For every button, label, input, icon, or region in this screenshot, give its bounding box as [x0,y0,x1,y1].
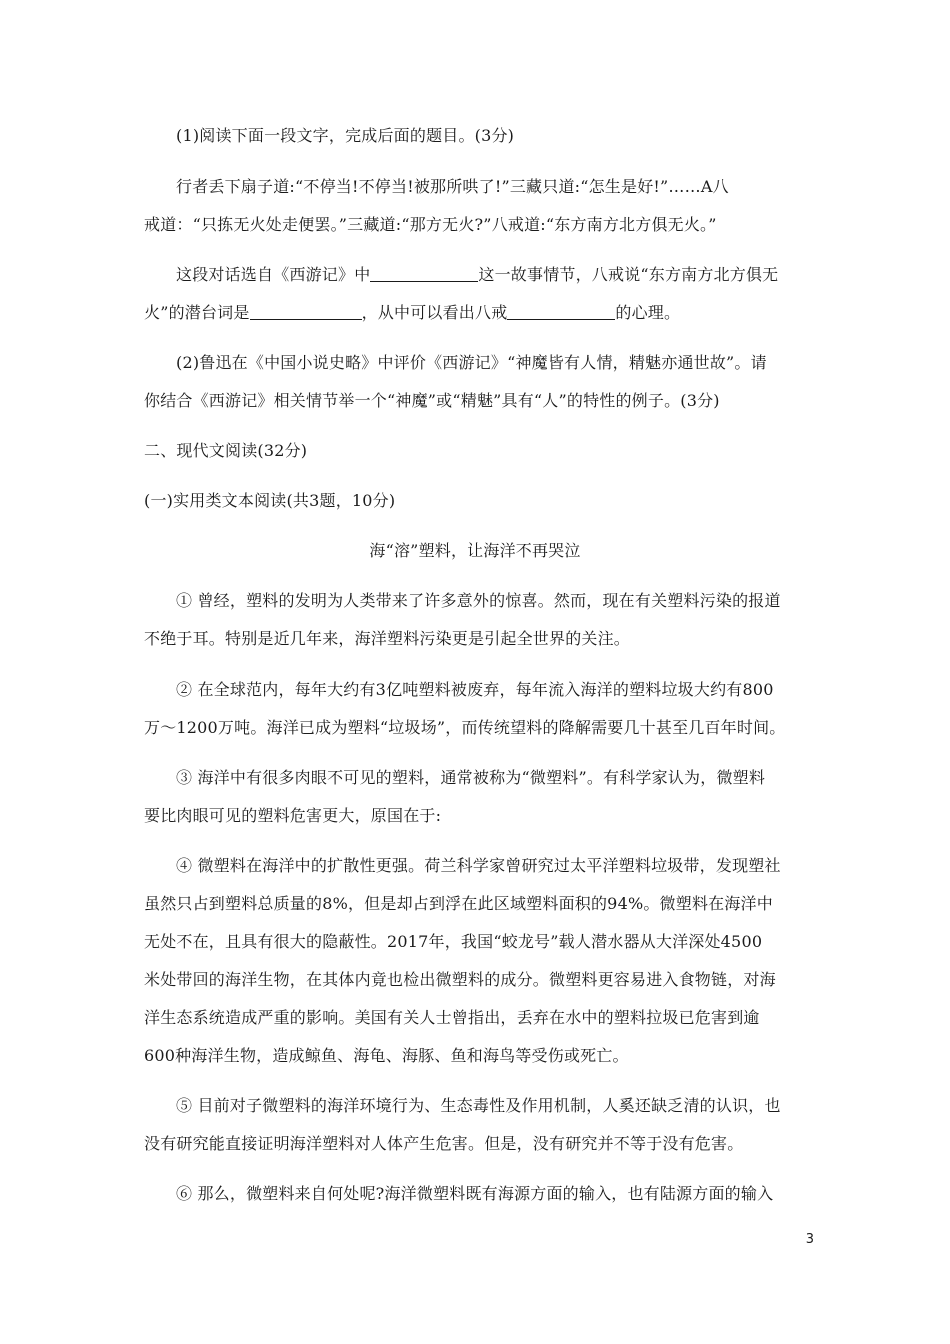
section-heading: 二、现代文阅读(32分) [144,441,308,460]
paragraph-line: ④ 微塑料在海洋中的扩散性更强。荷兰科学家曾研究过太平洋塑料垃圾带，发现塑社 [176,856,781,875]
paragraph-line: ① 曾经，塑料的发明为人类带来了许多意外的惊喜。然而，现在有关塑料污染的报道 [176,591,781,610]
fill-text: 这一故事情节，八戒说“东方南方北方俱无 [478,265,779,284]
fill-text: ，从中可以看出八戒 [361,303,508,322]
answer-blank[interactable] [250,303,362,320]
answer-blank[interactable] [370,265,478,282]
subsection-heading: (一)实用类文本阅读(共3题，10分) [144,491,396,510]
article-title: 海“溶”塑料，让海洋不再哭泣 [369,541,581,560]
q2-line: (2)鲁迅在《中国小说史略》中评价《西游记》“神魔皆有人情，精魅亦通世故”。请 [176,353,767,372]
paragraph-line: 没有研究能直接证明海洋塑料对人体产生危害。但是，没有研究并不等于没有危害。 [144,1134,744,1153]
paragraph-line: 无处不在，且具有很大的隐蔽性。2017年，我国“蛟龙号”载人潜水器从大洋深处4500 [144,932,763,951]
paragraph-line: ② 在全球范内，每年大约有3亿吨塑料被废弃，每年流入海洋的塑料垃圾大约有800 [176,680,774,699]
paragraph-line: 要比肉眼可见的塑料危害更大，原国在于: [144,806,442,825]
paragraph-line: 不绝于耳。特别是近几年来，海洋塑料污染更是引起全世界的关注。 [144,629,631,648]
fill-text: 火”的潜台词是 [144,303,250,322]
paragraph-line: ⑤ 目前对子微塑料的海洋环境行为、生态毒性及作用机制，人奚还缺乏清的认识，也 [176,1096,781,1115]
paragraph-line: 600种海洋生物，造成鲸鱼、海龟、海豚、鱼和海鸟等受伤或死亡。 [144,1046,629,1065]
q2-line: 你结合《西游记》相关情节举一个“神魔”或“精魅”具有“人”的特性的例子。(3分) [144,391,720,410]
paragraph-line: 洋生态系统造成严重的影响。美国有关人士曾指出，丢弃在水中的塑料拉圾已危害到逾 [144,1008,760,1027]
paragraph-line: 米处带回的海洋生物，在其体内竟也检出微塑料的成分。微塑料更容易进入食物链，对海 [144,970,776,989]
q1-passage-line: 戒道：“只拣无火处走便罢。”三藏道:“那方无火?”八戒道:“东方南方北方俱无火。” [144,215,717,234]
paragraph-line: 虽然只占到塑料总质量的8%，但是却占到浮在此区域塑料面积的94%。微塑料在海洋中 [144,894,773,913]
answer-blank[interactable] [507,303,615,320]
paragraph-line: 万～1200万吨。海洋已成为塑料“垃圾场”，而传统望料的降解需要几十甚至几百年时间。 [144,718,786,737]
q1-fill-line [144,303,812,323]
q1-passage-line: 行者丢下扇子道:“不停当!不停当!被那所哄了!”三藏只道:“怎生是好!”……A八 [176,177,729,196]
q1-prompt: (1)阅读下面一段文字，完成后面的题目。(3分) [176,126,515,145]
page-number: 3 [805,1232,814,1247]
fill-text: 的心理。 [615,303,681,322]
paragraph-line: ③ 海洋中有很多肉眼不可见的塑料，通常被称为“微塑料”。有科学家认为，微塑料 [176,768,766,787]
paragraph-line: ⑥ 那么，微塑料来自何处呢?海洋微塑料既有海源方面的输入，也有陆源方面的输入 [176,1184,774,1203]
fill-text: 这段对话选自《西游记》中 [176,265,371,284]
q1-fill-line [176,265,844,285]
